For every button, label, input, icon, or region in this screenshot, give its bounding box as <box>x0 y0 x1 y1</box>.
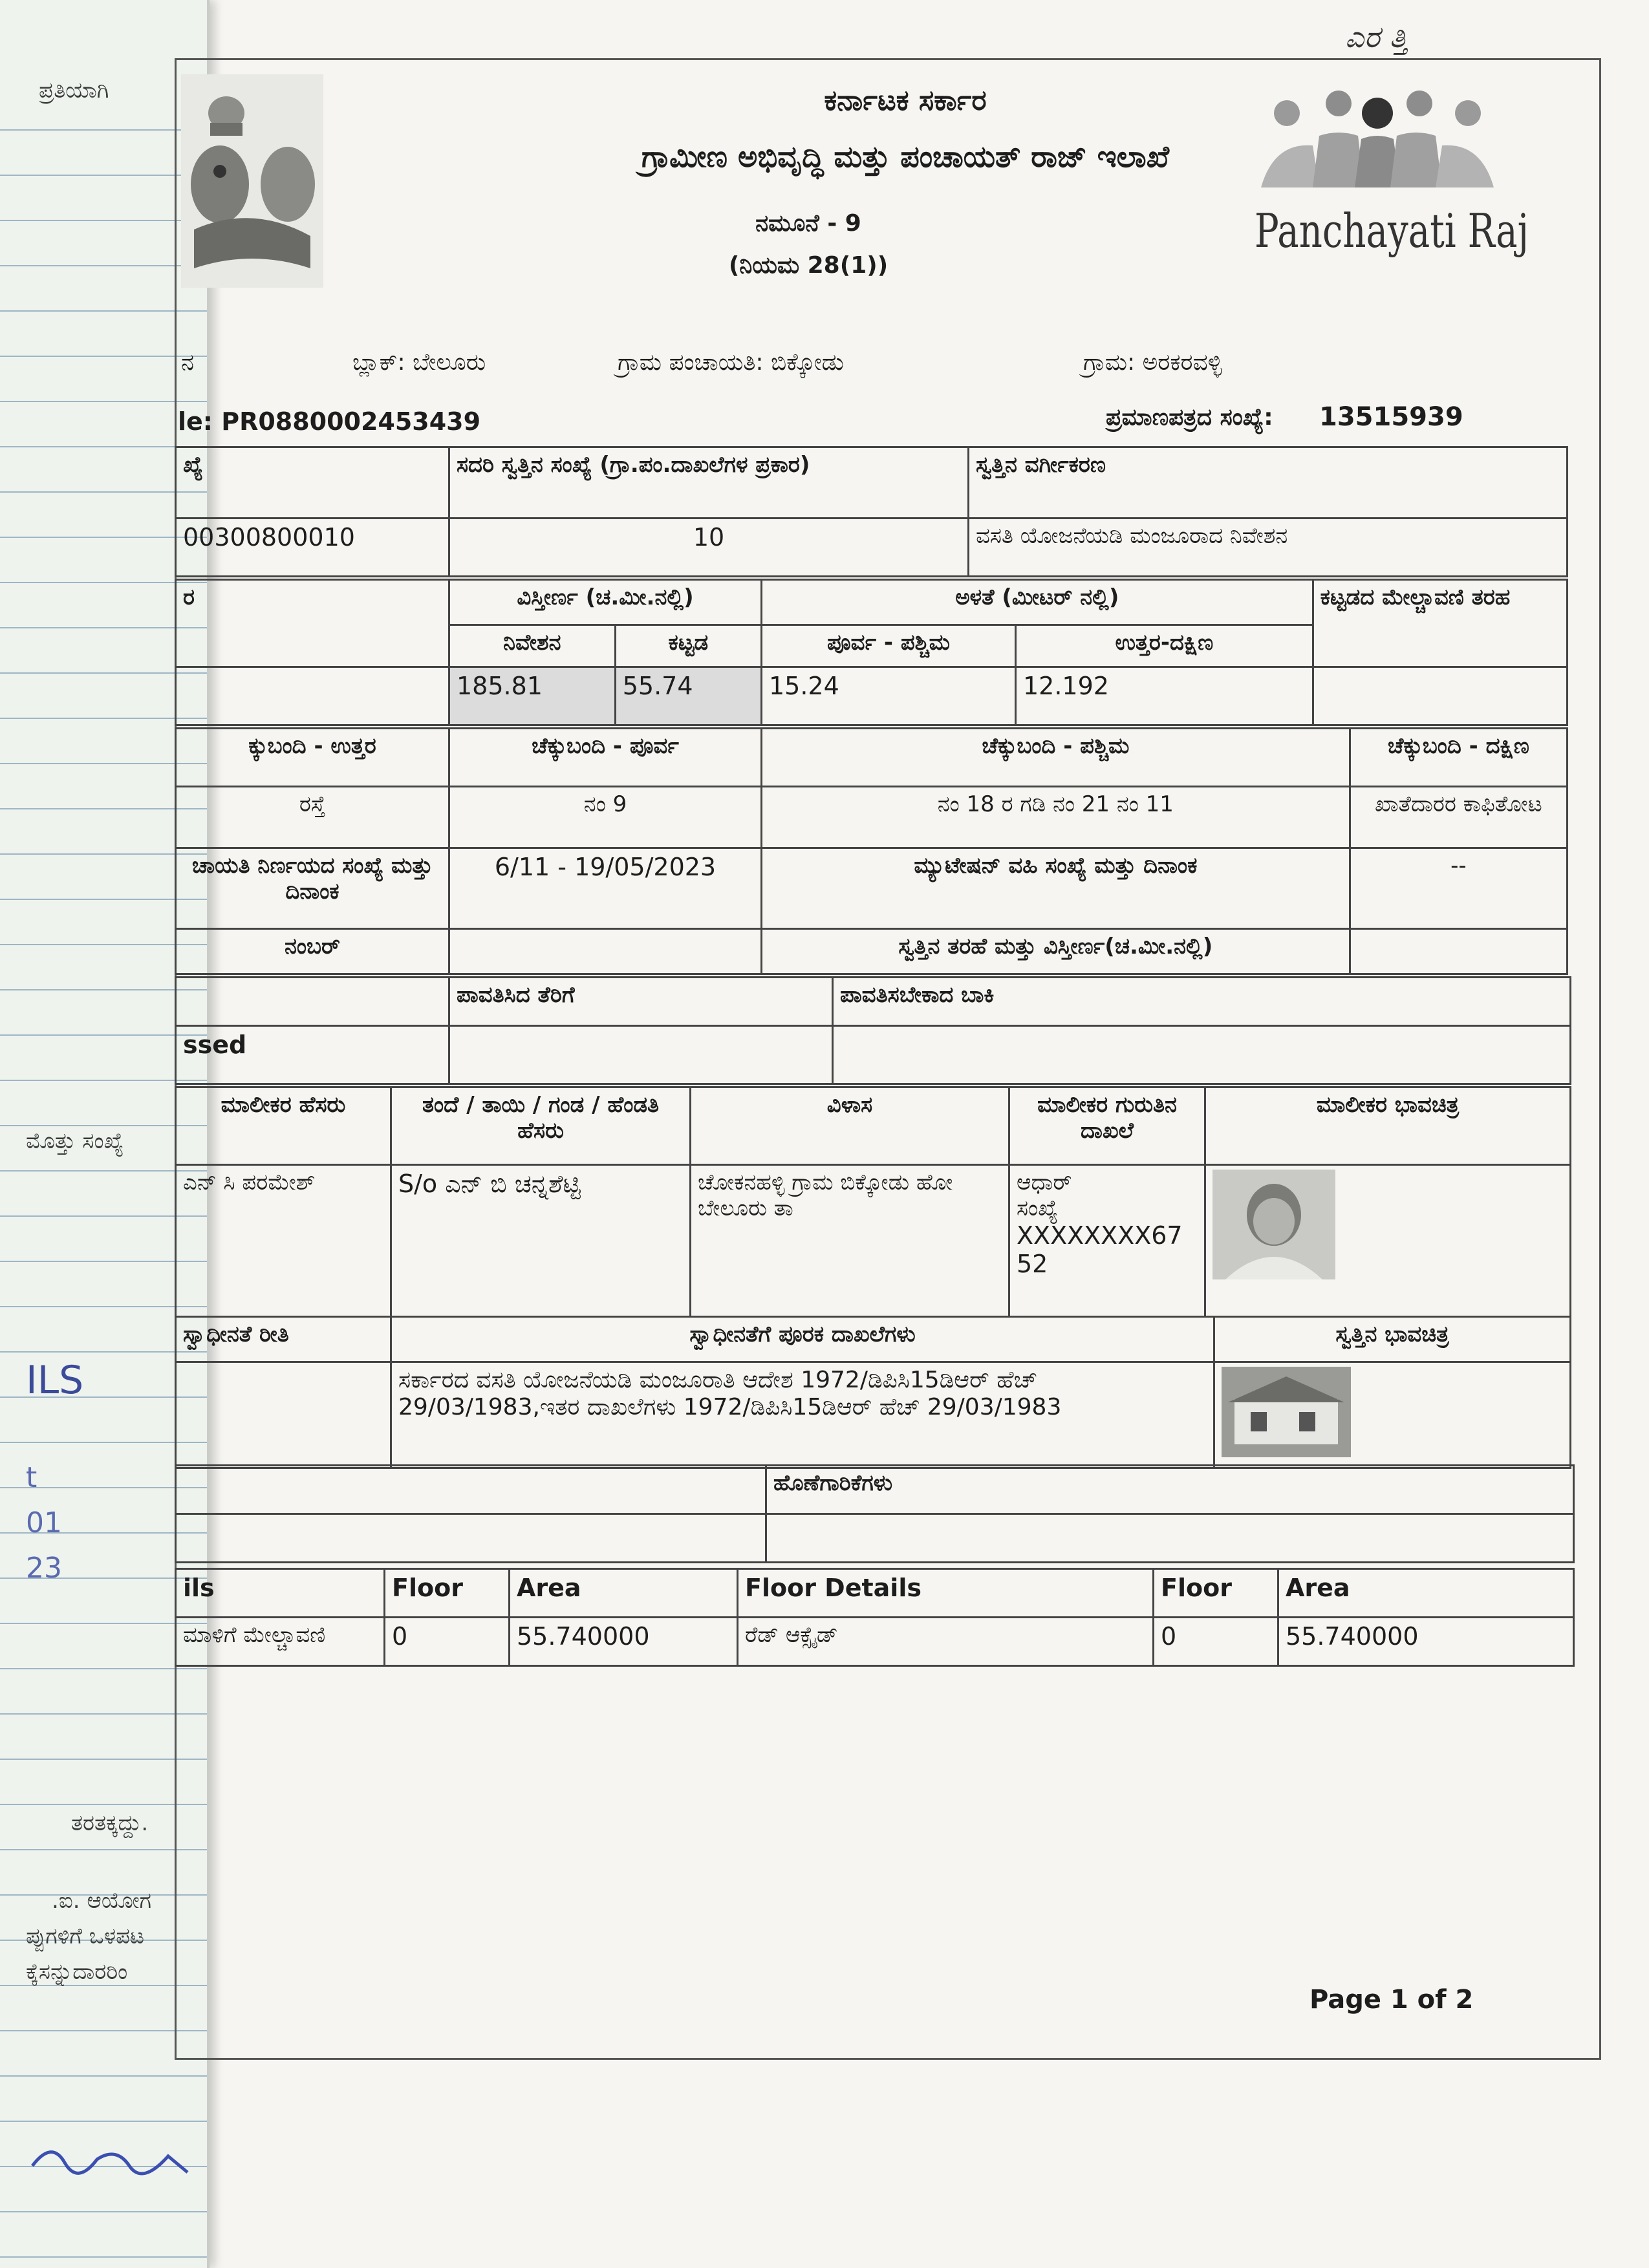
owner-id-cell <box>1009 1165 1205 1317</box>
left-page-text: ಕ್ಕೆಸನ್ನುದಾರರಿಂ <box>26 1959 128 1985</box>
state-emblem-icon <box>181 74 323 288</box>
floor-type-right: ರೆಡ್ ಆಕ್ಸೈಡ್ <box>738 1618 1154 1666</box>
boundary-south: ಖಾತೆದಾರರ ಕಾಫಿತೋಟ <box>1350 787 1567 848</box>
t5-header-owner-photo: ಮಾಲೀಕರ ಭಾವಚಿತ್ರ <box>1205 1087 1571 1165</box>
floor-area-left: 55.740000 <box>510 1618 738 1666</box>
roof-type-value <box>1313 667 1567 725</box>
t5-header-owner: ಮಾಲೀಕರ ಹೆಸರು <box>176 1087 391 1165</box>
t2-header-area: ವಿಸ್ತೀರ್ಣ (ಚ.ಮೀ.ನಲ್ಲಿ) <box>449 580 762 625</box>
t5-header-address: ವಿಳಾಸ <box>691 1087 1009 1165</box>
left-page-text: .ಐ. ಆಯೋಗ <box>52 1888 152 1914</box>
t8-header-floor-right: Floor <box>1154 1569 1278 1618</box>
handwritten-note: ಎರ ತ್ತಿ <box>1345 19 1408 54</box>
header-rule: (ನಿಯಮ 28(1)) <box>728 252 889 279</box>
t4-left-value: ssed <box>176 1026 449 1084</box>
floor-area-right: 55.740000 <box>1278 1618 1574 1666</box>
owner-name: ಎನ್ ಸಿ ಪರಮೇಶ್ <box>176 1165 391 1317</box>
t8-header-details-left: ils <box>176 1569 385 1618</box>
t4-header-paid: ಪಾವತಿಸಿದ ತೆರಿಗೆ <box>449 978 833 1026</box>
t3-header-south: ಚೆಕ್ಕುಬಂದಿ - ದಕ್ಷಿಣ <box>1350 729 1567 787</box>
t7-empty-left <box>176 1466 766 1514</box>
property-number-table <box>175 446 1568 577</box>
signature-scribble <box>26 2127 194 2192</box>
floor-details-table <box>175 1568 1575 1667</box>
left-page-text: ತರತಕ್ಕದ್ದು. <box>71 1810 149 1836</box>
t2-header-site: ನಿವೇಶನ <box>449 625 616 667</box>
boundary-east: ನಂ 9 <box>449 787 762 848</box>
property-photo <box>1222 1367 1351 1457</box>
logo-text: Panchayati Raj <box>1255 204 1529 258</box>
property-classification: ವಸತಿ ಯೋಜನೆಯಡಿ ಮಂಜೂರಾದ ನಿವೇಶನ <box>969 519 1568 577</box>
dimensions-table <box>175 579 1568 726</box>
owner-relation-name: S/o ಎನ್ ಬಿ ಚನ್ನಶೆಟ್ಟಿ <box>391 1165 691 1317</box>
t2-header-left: ರ <box>176 580 449 667</box>
left-page-text: ಪ್ಪುಗಳಿಗೆ ಒಳಪಟ <box>26 1923 145 1949</box>
t3-header-property-type: ಸ್ವತ್ತಿನ ತರಹೆ ಮತ್ತು ವಿಸ್ತೀರ್ಣ(ಚ.ಮೀ.ನಲ್ಲಿ) <box>762 929 1350 974</box>
panchayati-raj-logo <box>1248 84 1529 272</box>
t6-header-method: ಸ್ವಾಧೀನತೆ ರೀತಿ <box>176 1317 391 1362</box>
number-value <box>449 929 762 974</box>
north-south-length: 12.192 <box>1016 667 1313 725</box>
t8-header-floor-left: Floor <box>385 1569 510 1618</box>
gram-panchayat-label: ಗ್ರಾಮ ಪಂಚಾಯತಿ: ಬಿಕ್ಕೋಡು <box>618 349 844 376</box>
t5-header-id-document: ಮಾಲೀಕರ ಗುರುತಿನ ದಾಖಲೆ <box>1009 1087 1205 1165</box>
t3-header-west: ಚೆಕ್ಕುಬಂದಿ - ಪಶ್ಚಿಮ <box>762 729 1350 787</box>
property-photo-cell <box>1214 1362 1571 1468</box>
mutation-value: -- <box>1350 848 1567 929</box>
t5-header-relation: ತಂದೆ / ತಾಯಿ / ಗಂಡ / ಹೆಂಡತಿ ಹೆಸರು <box>391 1087 691 1165</box>
left-page-text: ಪ್ರತಿಯಾಗಿ <box>39 78 109 103</box>
t3-header-number: ನಂಬರ್ <box>176 929 449 974</box>
t1-header-left: ಖ್ಯೆ <box>176 447 449 519</box>
building-area: 55.74 <box>615 667 761 725</box>
boundary-north: ರಸ್ತೆ <box>176 787 449 848</box>
page-number: Page 1 of 2 <box>1310 1985 1474 2015</box>
t3-header-east: ಚೆಕ್ಕುಬಂದಿ - ಪೂರ್ವ <box>449 729 762 787</box>
t4-empty-header <box>176 978 449 1026</box>
tax-paid-value <box>449 1026 833 1084</box>
certificate-number: 13515939 <box>1319 402 1463 432</box>
property-id: 00300800010 <box>176 519 449 577</box>
site-area: 185.81 <box>449 667 616 725</box>
resolution-number-date: 6/11 - 19/05/2023 <box>449 848 762 929</box>
tax-table <box>175 976 1571 1085</box>
left-page-text: ಮೊತ್ತು ಸಂಖ್ಯೆ <box>26 1128 124 1154</box>
owner-photo <box>1212 1170 1335 1279</box>
t2-header-dimensions: ಅಳತೆ (ಮೀಟರ್ ನಲ್ಲಿ) <box>762 580 1313 625</box>
t2-header-east-west: ಪೂರ್ವ - ಪಶ್ಚಿಮ <box>762 625 1016 667</box>
id-type: ಆಧಾರ್ <box>1017 1170 1072 1195</box>
property-code: le: PR0880002453439 <box>178 407 481 436</box>
floor-number-left: 0 <box>385 1618 510 1666</box>
t2-header-north-south: ಉತ್ತರ-ದಕ್ಷಿಣ <box>1016 625 1313 667</box>
left-page-text: t <box>26 1461 38 1494</box>
t4-header-due: ಪಾವತಿಸಬೇಕಾದ ಬಾಕಿ <box>833 978 1571 1026</box>
owner-photo-cell <box>1205 1165 1571 1317</box>
header-department: ಗ್ರಾಮೀಣ ಅಭಿವೃದ್ಧಿ ಮತ್ತು ಪಂಚಾಯತ್ ರಾಜ್ ಇಲಾಖೆ <box>641 139 1169 174</box>
t2-header-building: ಕಟ್ಟಡ <box>615 625 761 667</box>
t8-header-area-right: Area <box>1278 1569 1574 1618</box>
t3-header-north: ಕ್ಕುಬಂದಿ - ಉತ್ತರ <box>176 729 449 787</box>
possession-method-value <box>176 1362 391 1468</box>
possession-documents: ಸರ್ಕಾರದ ವಸತಿ ಯೋಜನೆಯಡಿ ಮಂಜೂರಾತಿ ಆದೇಶ 1972/ಡಿಪಿಸಿ15ಡಿಆರ್ ಹೆಚ್ 29/03/1983,ಇತರ ದಾಖಲೆಗಳು 1972/ಡಿಪಿಸಿ15ಡಿಆರ್ ಹೆಚ್ 29/03/1983 <box>391 1362 1214 1468</box>
liabilities-table <box>175 1464 1575 1563</box>
certificate-number-label: ಪ್ರಮಾಣಪತ್ರದ ಸಂಖ್ಯೆ: <box>1106 404 1273 431</box>
t1-header-classification: ಸ್ವತ್ತಿನ ವರ್ಗೀಕರಣ <box>969 447 1568 519</box>
property-number: 10 <box>449 519 969 577</box>
left-page-text: 01 <box>26 1506 62 1539</box>
boundary-west: ನಂ 18 ರ ಗಡಿ ನಂ 21 ನಂ 11 <box>762 787 1350 848</box>
t7-empty-left-value <box>176 1514 766 1563</box>
left-page-text: ILS <box>26 1358 84 1403</box>
liabilities-value <box>766 1514 1574 1563</box>
block-label: ಬ್ಲಾಕ್: ಬೇಲೂರು <box>352 349 486 376</box>
owner-table <box>175 1086 1571 1318</box>
t6-header-documents: ಸ್ವಾಧೀನತೆಗೆ ಪೂರಕ ದಾಖಲೆಗಳು <box>391 1317 1214 1362</box>
boundaries-table <box>175 727 1568 975</box>
id-label: ಸಂಖ್ಯೆ <box>1017 1195 1058 1221</box>
t1-header-property-number: ಸದರಿ ಸ್ವತ್ತಿನ ಸಂಖ್ಯೆ (ಗ್ರಾ.ಪಂ.ದಾಖಲೆಗಳ ಪ್ರಕಾರ) <box>449 447 969 519</box>
floor-number-right: 0 <box>1154 1618 1278 1666</box>
possession-table <box>175 1316 1571 1469</box>
owner-address: ಚೋಕನಹಳ್ಳಿ ಗ್ರಾಮ ಬಿಕ್ಕೋಡು ಹೋ ಬೇಲೂರು ತಾ <box>691 1165 1009 1317</box>
t7-header-liabilities: ಹೊಣೆಗಾರಿಕೆಗಳು <box>766 1466 1574 1514</box>
left-page-text: 23 <box>26 1552 62 1585</box>
t3-header-mutation: ಮ್ಯುಟೇಷನ್ ವಹಿ ಸಂಖ್ಯೆ ಮತ್ತು ದಿನಾಂಕ <box>762 848 1350 929</box>
header-government: ಕರ್ನಾಟಕ ಸರ್ಕಾರ <box>824 84 987 117</box>
location-fragment: ನ <box>181 349 195 376</box>
header-form-no: ನಮೂನೆ - 9 <box>755 210 861 237</box>
east-west-length: 15.24 <box>762 667 1016 725</box>
village-label: ಗ್ರಾಮ: ಅರಕರವಳ್ಳಿ <box>1083 349 1222 376</box>
t2-header-roof-type: ಕಟ್ಟಡದ ಮೇಲ್ಚಾವಣಿ ತರಹ <box>1313 580 1567 667</box>
floor-type-left: ಮಾಳಿಗೆ ಮೇಲ್ಚಾವಣಿ <box>176 1618 385 1666</box>
t6-header-property-photo: ಸ್ವತ್ತಿನ ಭಾವಚಿತ್ರ <box>1214 1317 1571 1362</box>
t8-header-area-left: Area <box>510 1569 738 1618</box>
tax-due-value <box>833 1026 1571 1084</box>
id-number: XXXXXXXX6752 <box>1017 1221 1183 1278</box>
t2-empty-cell <box>176 667 449 725</box>
t8-header-floor-details: Floor Details <box>738 1569 1154 1618</box>
property-type-value <box>1350 929 1567 974</box>
people-icon <box>1248 84 1507 200</box>
t3-header-resolution: ಚಾಯತಿ ನಿರ್ಣಯದ ಸಂಖ್ಯೆ ಮತ್ತು ದಿನಾಂಕ <box>176 848 449 929</box>
